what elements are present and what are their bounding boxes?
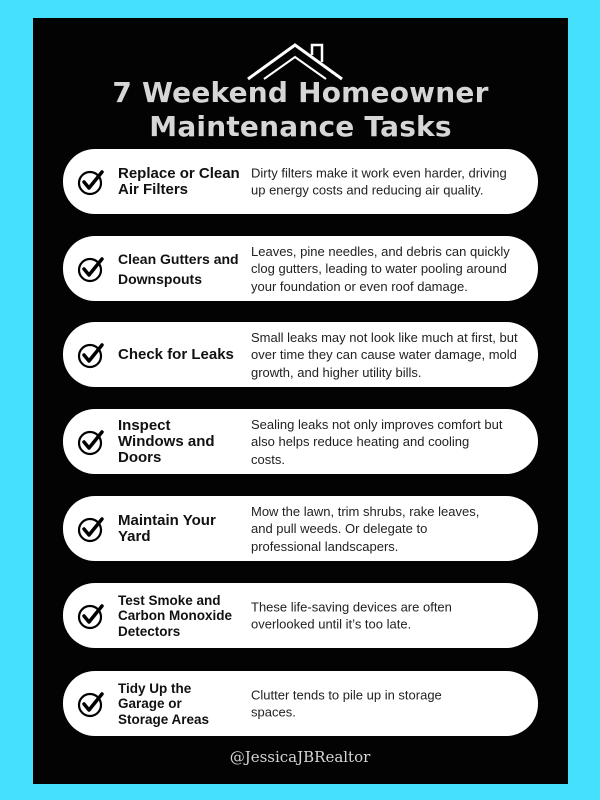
task-card-6	[63, 583, 538, 648]
task-card-5	[63, 496, 538, 561]
task-title: Replace or Clean Air Filters	[118, 164, 240, 198]
task-description: Leaves, pine needles, and debris can quickly clog gutters, leading to water pooling around your foundation or even roof damage.	[251, 243, 510, 294]
task-title: Check for Leaks	[118, 345, 234, 363]
title-line-1: 7 Weekend Homeowner	[112, 76, 489, 109]
task-description: Clutter tends to pile up in storage spaces.	[251, 687, 442, 720]
task-description: These life-saving devices are often overlooked until it’s too late.	[251, 599, 452, 632]
house-roof-icon	[244, 41, 346, 81]
task-description: Mow the lawn, trim shrubs, rake leaves, and pull weeds. Or delegate to professional landscapers.	[251, 503, 480, 554]
task-title: Tidy Up the Garage or Storage Areas	[118, 680, 210, 727]
checkmark-icon	[77, 168, 105, 196]
task-card-3	[63, 322, 538, 387]
social-handle: @JessicaJBRealtor	[229, 748, 371, 766]
task-card-4	[63, 409, 538, 474]
checkmark-icon	[77, 602, 105, 630]
page-title	[60, 76, 541, 144]
checkmark-icon	[77, 255, 105, 283]
title-line-2: Maintenance Tasks	[149, 110, 452, 143]
checkmark-icon	[77, 690, 105, 718]
task-description: Dirty filters make it work even harder, driving up energy costs and reducing air quality.	[251, 165, 507, 198]
task-card-2	[63, 236, 538, 301]
task-title: Maintain Your Yard	[118, 511, 216, 545]
checkmark-icon	[77, 515, 105, 543]
task-description: Small leaks may not look like much at first, but over time they can cause water damage, mold growth, and higher utility bills.	[251, 329, 518, 380]
checkmark-icon	[77, 428, 105, 456]
task-description: Sealing leaks not only improves comfort but also helps reduce heating and cooling costs.	[251, 416, 503, 467]
task-title: Clean Gutters and Downspouts	[118, 250, 239, 287]
task-card-1	[63, 149, 538, 214]
task-title: Test Smoke and Carbon Monoxide Detectors	[118, 592, 232, 639]
task-title: Inspect Windows and Doors	[118, 416, 215, 466]
checkmark-icon	[77, 341, 105, 369]
task-card-7	[63, 671, 538, 736]
